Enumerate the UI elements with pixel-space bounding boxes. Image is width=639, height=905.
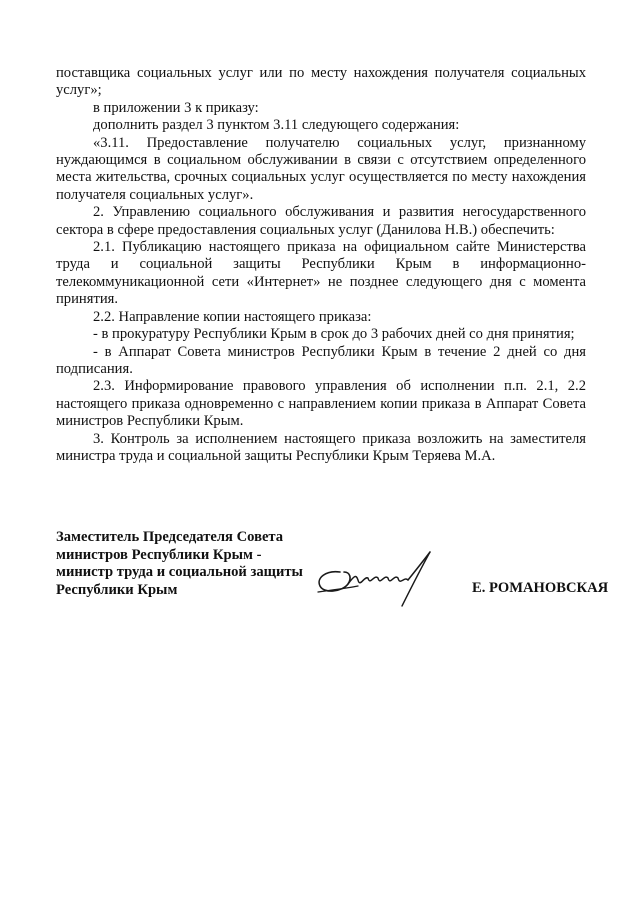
signatory-title-line: Заместитель Председателя Совета <box>56 529 284 545</box>
paragraph: 2. Управлению социального обслуживания и развития негосударственного сектора в сфере предоставления социальных услуг (Данилова Н.В.) обеспечить: <box>56 204 586 238</box>
paragraph: 2.1. Публикацию настоящего приказа на официальном сайте Министерства труда и социальной защиты Республики Крым в информационно-телекоммуникационной сети «Интернет» не позднее следующего дня с момента принятия. <box>56 239 586 308</box>
paragraph: 2.2. Направление копии настоящего приказа: <box>93 308 372 325</box>
paragraph: - в Аппарат Совета министров Республики Крым в течение 2 дней со дня подписания. <box>56 343 586 377</box>
paragraph: «3.11. Предоставление получателю социальных услуг, признанному нуждающимся в социальном обслуживании в связи с отсутствием определенного места жительства, срочных социальных услуг осуществляется по месту нахождения получателя социальных услуг». <box>56 134 586 203</box>
signatory-title-line: Республики Крым <box>56 581 178 598</box>
paragraph: поставщика социальных услуг или по месту нахождения получателя социальных услуг»; <box>56 65 586 99</box>
paragraph: - в прокуратуру Республики Крым в срок до 3 рабочих дней со дня принятия; <box>93 326 575 343</box>
signatory-title-line: министр труда и социальной защиты <box>56 564 303 580</box>
paragraph: 3. Контроль за исполнением настоящего приказа возложить на заместителя министра труда и социальной защиты Республики Крым Теряева М.А. <box>56 430 586 464</box>
handwritten-signature <box>312 548 442 610</box>
document-body <box>56 65 586 465</box>
paragraph: в приложении 3 к приказу: <box>93 99 259 116</box>
signatory-title-line: министров Республики Крым - <box>56 546 262 563</box>
signatory-title <box>56 529 306 599</box>
paragraph: 2.3. Информирование правового управления об исполнении п.п. 2.1, 2.2 настоящего приказа одновременно с направлением копии приказа в Аппарат Совета министров Республики Крым. <box>56 378 586 430</box>
signatory-name: Е. РОМАНОВСКАЯ <box>472 580 609 596</box>
paragraph: дополнить раздел 3 пунктом 3.11 следующего содержания: <box>93 117 460 134</box>
